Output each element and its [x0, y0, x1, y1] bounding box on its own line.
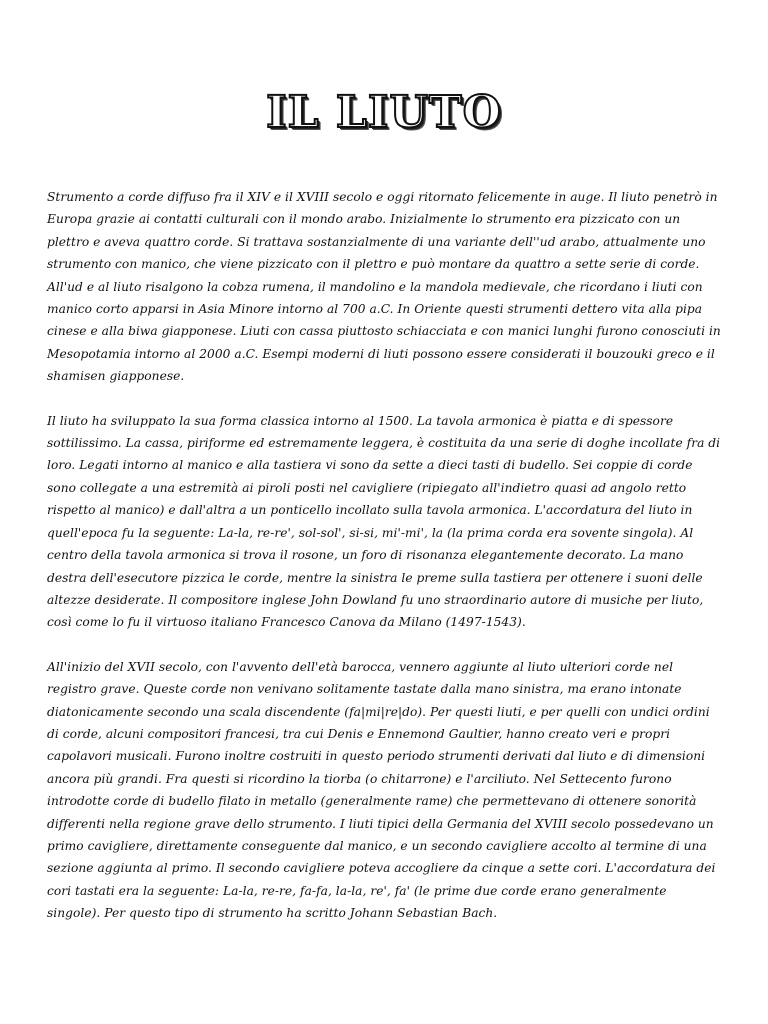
document-body	[47, 186, 723, 947]
paragraph: Strumento a corde diffuso fra il XIV e il XVIII secolo e oggi ritornato felicemente in auge. Il liuto penetrò in Europa grazie ai contatti culturali con il mondo arabo. Inizialmente lo strumento era pizzicato con un plettro e aveva quattro corde. Si trattava sostanzialmente di una variante dell''ud arabo, attualmente uno strumento con manico, che viene pizzicato con il plettro e può montare da quattro a sette serie di corde. All'ud e al liuto risalgono la cobza rumena, il mandolino e la mandola medievale, che ricordano i liuti con manico corto apparsi in Asia Minore intorno al 700 a.C. In Oriente questi strumenti dettero vita alla pipa cinese e alla biwa giapponese. Liuti con cassa piuttosto schiacciata e con manici lunghi furono conosciuti in Mesopotamia intorno al 2000 a.C. Esempi moderni di liuti possono essere considerati il bouzouki greco e il shamisen giapponese.	[47, 190, 721, 384]
page-title: IL LIUTO	[266, 87, 502, 139]
paragraph: All'inizio del XVII secolo, con l'avvento dell'età barocca, vennero aggiunte al liuto ulteriori corde nel registro grave. Queste corde non venivano solitamente tastate dalla mano sinistra, ma erano intonate diatonicamente secondo una scala discendente (fa|mi|re|do). Per questi liuti, e per quelli con undici ordini di corde, alcuni compositori francesi, tra cui Denis e Ennemond Gaultier, hanno creato veri e propri capolavori musicali. Furono inoltre costruiti in questo periodo strumenti derivati dal liuto e di dimensioni ancora più grandi. Fra questi si ricordino la tiorba (o chitarrone) e l'arciliuto. Nel Settecento furono introdotte corde di budello filato in metallo (generalmente rame) che permettevano di ottenere sonorità differenti nella regione grave dello strumento. I liuti tipici della Germania del XVIII secolo possedevano un primo cavigliere, direttamente conseguente dal manico, e un secondo cavigliere accolto al termine di una sezione aggiunta al primo. Il secondo cavigliere poteva accogliere da cinque a sette cori. L'accordatura dei cori tastati era la seguente: La-la, re-re, fa-fa, la-la, re', fa' (le prime due corde erano generalmente singole). Per questo tipo di strumento ha scritto Johann Sebastian Bach.	[47, 659, 716, 921]
paragraph: Il liuto ha sviluppato la sua forma classica intorno al 1500. La tavola armonica è piatta e di spessore sottilissimo. La cassa, piriforme ed estremamente leggera, è costituita da una serie di doghe incollate fra di loro. Legati intorno al manico e alla tastiera vi sono da sette a dieci tasti di budello. Sei coppie di corde sono collegate a una estremità ai piroli posti nel cavigliere (ripiegato all'indietro quasi ad angolo retto rispetto al manico) e dall'altra a un ponticello incollato sulla tavola armonica. L'accordatura del liuto in quell'epoca fu la seguente: La-la, re-re', sol-sol', si-si, mi'-mi', la (la prima corda era sovente singola). Al centro della tavola armonica si trova il rosone, un foro di risonanza elegantemente decorato. La mano destra dell'esecutore pizzica le corde, mentre la sinistra le preme sulla tastiera per ottenere i suoni delle altezze desiderate. Il compositore inglese John Dowland fu uno straordinario autore di musiche per liuto, così come lo fu il virtuoso italiano Francesco Canova da Milano (1497-1543).	[47, 413, 721, 630]
